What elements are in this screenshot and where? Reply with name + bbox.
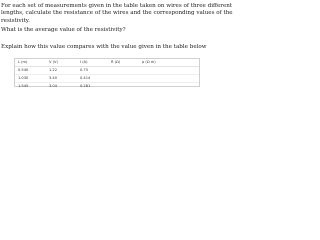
table-row bbox=[15, 67, 199, 75]
cell-current: 0.75 bbox=[80, 68, 89, 72]
header-resistivity: ρ (Ω m) bbox=[142, 60, 156, 64]
intro-line-3: resistivity. bbox=[1, 17, 30, 24]
cell-resistivity bbox=[139, 83, 199, 91]
cell-current: 0.414 bbox=[80, 76, 91, 80]
measurements-table-container bbox=[14, 58, 200, 87]
table-row bbox=[15, 83, 199, 91]
header-length: L (m) bbox=[18, 60, 28, 64]
header-resistance: R (Ω) bbox=[111, 60, 121, 64]
table-header-row bbox=[15, 59, 199, 67]
cell-resistance bbox=[108, 83, 139, 91]
header-voltage: V (V) bbox=[49, 60, 58, 64]
header-current: I (A) bbox=[80, 60, 88, 64]
cell-resistivity bbox=[139, 67, 199, 75]
table-row bbox=[15, 75, 199, 83]
cell-resistance bbox=[108, 75, 139, 83]
question-text: What is the average value of the resistivity? bbox=[1, 27, 126, 33]
cell-current: 0.281 bbox=[80, 84, 91, 88]
intro-line-2: lengths, calculate the resistance of the wires and the corresponding values of the bbox=[1, 10, 233, 17]
cell-resistance bbox=[108, 67, 139, 75]
cell-length: 1.545 bbox=[18, 84, 29, 88]
instruction-text: Explain how this value compares with the value given in the table below bbox=[1, 44, 207, 50]
intro-line-1: For each set of measurements given in the table taken on wires of three different bbox=[1, 3, 233, 9]
cell-length: 1.030 bbox=[18, 76, 29, 80]
cell-length: 0.540 bbox=[18, 68, 29, 72]
cell-voltage: 1.22 bbox=[49, 68, 58, 72]
measurements-table bbox=[15, 59, 199, 90]
intro-paragraph bbox=[1, 3, 233, 25]
cell-voltage: 3.04 bbox=[49, 84, 58, 88]
cell-voltage: 3.40 bbox=[49, 76, 58, 80]
cell-resistivity bbox=[139, 75, 199, 83]
